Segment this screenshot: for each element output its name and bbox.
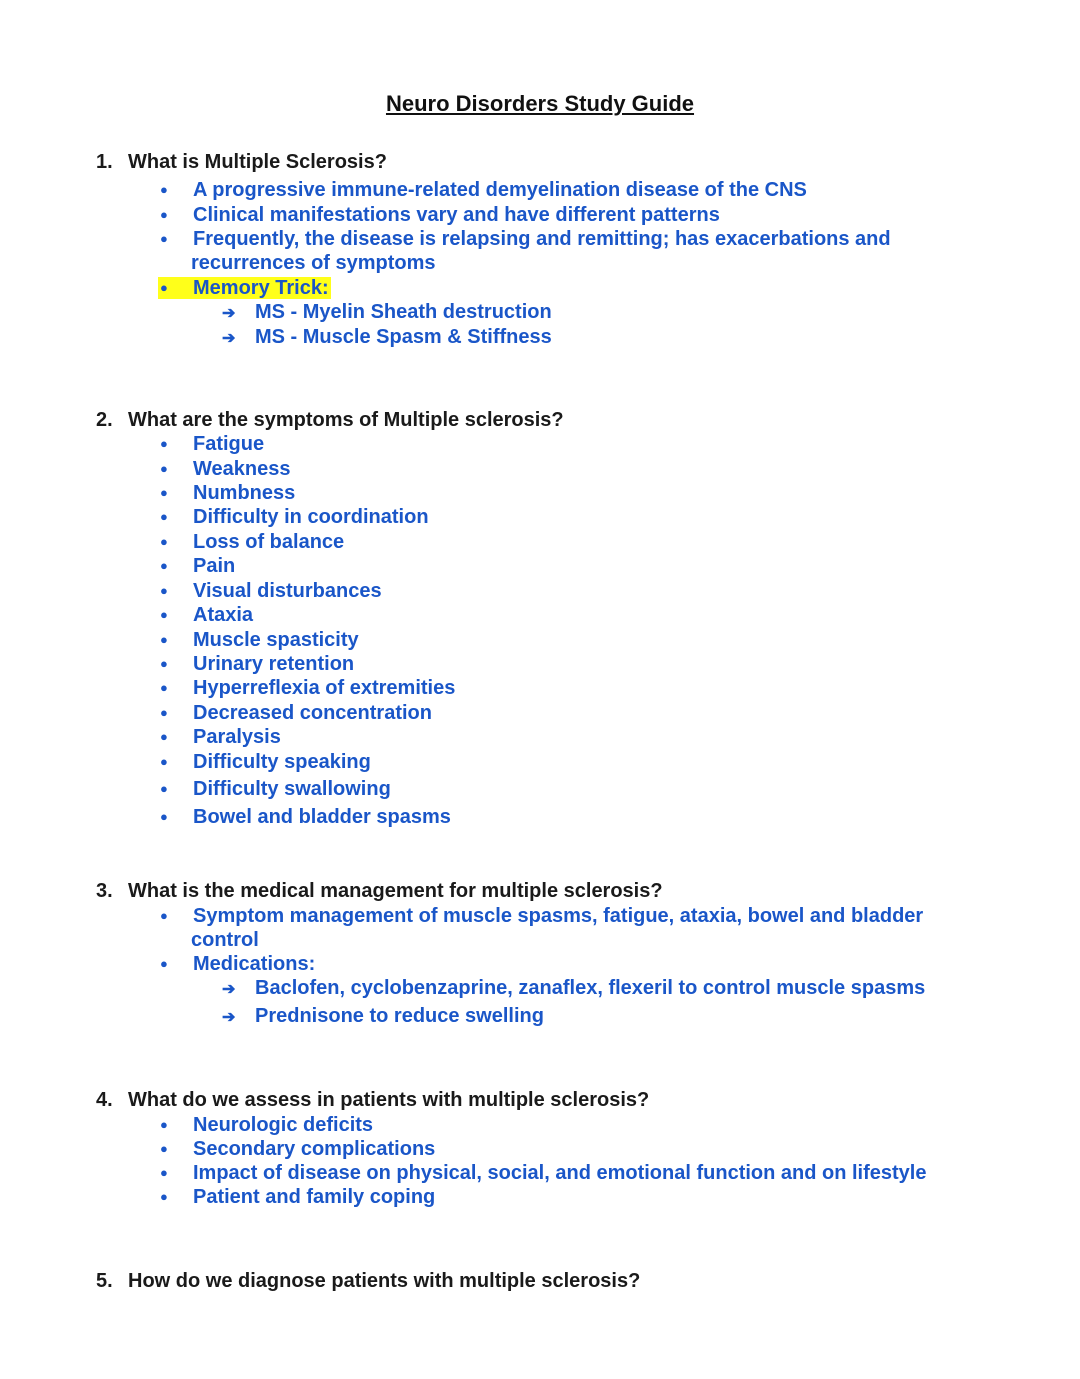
list-item bbox=[158, 1113, 373, 1137]
bullet-icon: ● bbox=[160, 509, 168, 524]
list-item bbox=[158, 1137, 435, 1161]
list-item-text: Weakness bbox=[193, 458, 291, 480]
bullet-icon: ● bbox=[160, 182, 168, 197]
list-item-text: Visual disturbances bbox=[193, 580, 382, 602]
bullet-icon: ● bbox=[160, 231, 168, 246]
list-item bbox=[158, 952, 315, 976]
list-item bbox=[191, 928, 259, 952]
question-heading bbox=[96, 408, 564, 432]
list-item bbox=[191, 251, 436, 275]
list-item bbox=[158, 554, 235, 578]
list-item-text: Urinary retention bbox=[193, 653, 355, 675]
bullet-icon: ● bbox=[160, 207, 168, 222]
bullet-icon: ● bbox=[160, 1117, 168, 1132]
list-item-text: Neurologic deficits bbox=[193, 1114, 374, 1136]
question-text: What is Multiple Sclerosis? bbox=[128, 151, 387, 173]
page-title: Neuro Disorders Study Guide bbox=[385, 91, 695, 116]
bullet-icon: ● bbox=[160, 956, 168, 971]
list-item-text: Hyperreflexia of extremities bbox=[193, 677, 456, 699]
list-item bbox=[158, 178, 807, 202]
question-text: What are the symptoms of Multiple sclerosis? bbox=[128, 409, 564, 431]
question-number: 1. bbox=[96, 151, 113, 173]
list-item bbox=[158, 603, 253, 627]
list-item-text: Ataxia bbox=[193, 604, 254, 626]
question-number: 3. bbox=[96, 880, 113, 902]
list-item-text: Paralysis bbox=[193, 726, 281, 748]
list-item-text: MS - Muscle Spasm & Stiffness bbox=[255, 326, 552, 348]
list-item-text: MS - Myelin Sheath destruction bbox=[255, 301, 552, 323]
bullet-icon: ● bbox=[160, 1189, 168, 1204]
arrow-right-icon: ➔ bbox=[222, 305, 236, 322]
list-item bbox=[158, 725, 281, 749]
question-heading bbox=[96, 879, 663, 903]
bullet-icon: ● bbox=[160, 705, 168, 720]
list-item-text: control bbox=[191, 929, 259, 951]
list-item bbox=[158, 701, 432, 725]
list-item-text: Difficulty in coordination bbox=[193, 506, 429, 528]
list-item bbox=[158, 750, 371, 774]
list-item-text: Fatigue bbox=[193, 433, 265, 455]
list-item-text: recurrences of symptoms bbox=[191, 252, 436, 274]
bullet-icon: ● bbox=[160, 729, 168, 744]
bullet-icon: ● bbox=[160, 632, 168, 647]
sub-list-item bbox=[222, 976, 925, 1002]
list-item-text: Clinical manifestations vary and have different patterns bbox=[193, 204, 720, 226]
list-item-text: A progressive immune-related demyelination disease of the CNS bbox=[193, 179, 807, 201]
list-item bbox=[158, 805, 451, 829]
question-text: What do we assess in patients with multiple sclerosis? bbox=[128, 1089, 650, 1111]
bullet-icon: ● bbox=[160, 436, 168, 451]
arrow-right-icon: ➔ bbox=[222, 330, 236, 347]
list-item-text: Muscle spasticity bbox=[193, 629, 359, 651]
list-item bbox=[158, 904, 923, 928]
bullet-icon: ● bbox=[160, 461, 168, 476]
bullet-icon: ● bbox=[160, 1141, 168, 1156]
bullet-icon: ● bbox=[160, 656, 168, 671]
list-item bbox=[158, 227, 891, 251]
list-item-text: Memory Trick: bbox=[193, 277, 329, 299]
list-item bbox=[158, 457, 290, 481]
list-item bbox=[158, 432, 264, 456]
list-item bbox=[158, 530, 344, 554]
question-heading bbox=[96, 1269, 640, 1293]
sub-list-item bbox=[222, 300, 552, 326]
list-item bbox=[158, 652, 354, 676]
question-number: 5. bbox=[96, 1270, 113, 1292]
bullet-icon: ● bbox=[160, 558, 168, 573]
list-item-text: Secondary complications bbox=[193, 1138, 436, 1160]
bullet-icon: ● bbox=[160, 809, 168, 824]
list-item-text: Prednisone to reduce swelling bbox=[255, 1005, 544, 1027]
list-item-text: Numbness bbox=[193, 482, 296, 504]
list-item-text: Impact of disease on physical, social, and emotional function and on lifestyle bbox=[193, 1162, 927, 1184]
list-item-text: Medications: bbox=[193, 953, 316, 975]
list-item bbox=[158, 777, 391, 801]
sub-list-item bbox=[222, 1004, 544, 1030]
bullet-icon: ● bbox=[160, 781, 168, 796]
bullet-icon: ● bbox=[160, 485, 168, 500]
list-item-text: Difficulty speaking bbox=[193, 751, 371, 773]
sub-list-item bbox=[222, 325, 552, 351]
bullet-icon: ● bbox=[160, 680, 168, 695]
bullet-icon: ● bbox=[160, 534, 168, 549]
question-number: 4. bbox=[96, 1089, 113, 1111]
list-item-text: Decreased concentration bbox=[193, 702, 432, 724]
list-item-text: Symptom management of muscle spasms, fatigue, ataxia, bowel and bladder bbox=[193, 905, 924, 927]
question-heading bbox=[96, 1088, 649, 1112]
list-item-text: Patient and family coping bbox=[193, 1186, 436, 1208]
question-text: What is the medical management for multiple sclerosis? bbox=[128, 880, 663, 902]
list-item-text: Bowel and bladder spasms bbox=[193, 806, 451, 828]
list-item bbox=[158, 628, 359, 652]
question-text: How do we diagnose patients with multiple sclerosis? bbox=[128, 1270, 641, 1292]
list-item bbox=[158, 676, 455, 700]
list-item-text: Pain bbox=[193, 555, 236, 577]
list-item bbox=[158, 1161, 927, 1185]
bullet-icon: ● bbox=[160, 754, 168, 769]
list-item bbox=[158, 276, 331, 300]
list-item bbox=[158, 203, 720, 227]
bullet-icon: ● bbox=[160, 280, 168, 295]
list-item-text: Difficulty swallowing bbox=[193, 778, 391, 800]
list-item-text: Baclofen, cyclobenzaprine, zanaflex, flexeril to control muscle spasms bbox=[255, 977, 926, 999]
bullet-icon: ● bbox=[160, 908, 168, 923]
question-heading bbox=[96, 150, 387, 174]
list-item bbox=[158, 579, 382, 603]
list-item bbox=[158, 1185, 435, 1209]
bullet-icon: ● bbox=[160, 607, 168, 622]
arrow-right-icon: ➔ bbox=[222, 1009, 236, 1026]
list-item-text: Frequently, the disease is relapsing and remitting; has exacerbations and bbox=[193, 228, 891, 250]
question-number: 2. bbox=[96, 409, 113, 431]
arrow-right-icon: ➔ bbox=[222, 981, 236, 998]
list-item-text: Loss of balance bbox=[193, 531, 345, 553]
highlighted-text bbox=[158, 277, 331, 299]
list-item bbox=[158, 481, 295, 505]
bullet-icon: ● bbox=[160, 583, 168, 598]
bullet-icon: ● bbox=[160, 1165, 168, 1180]
list-item bbox=[158, 505, 429, 529]
